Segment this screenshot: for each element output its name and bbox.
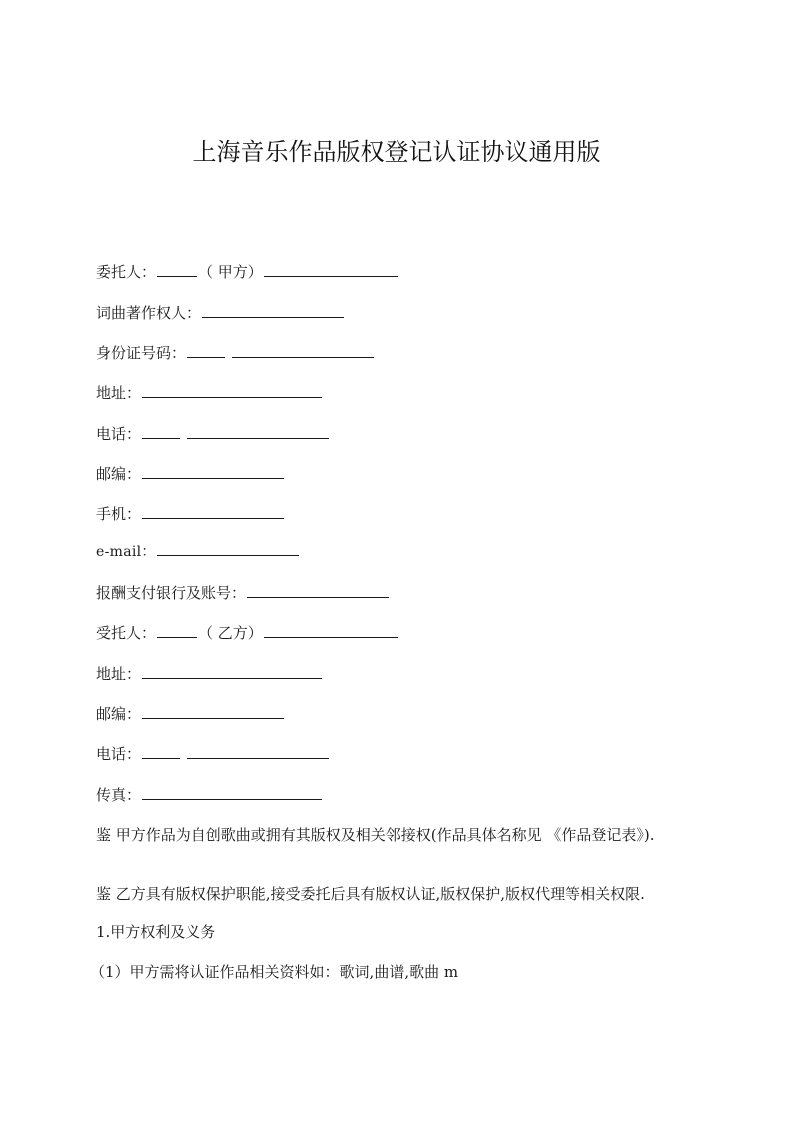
phone-a-blank[interactable]	[187, 424, 329, 439]
bank-label: 报酬支付银行及账号：	[96, 584, 247, 602]
postcode-b-label: 邮编：	[96, 705, 142, 723]
client-blank-short[interactable]	[157, 262, 197, 277]
bank-blank[interactable]	[247, 583, 389, 598]
email-field	[96, 541, 300, 562]
phone-a-blank-short[interactable]	[142, 424, 180, 439]
address-a-label: 地址：	[96, 384, 142, 402]
address-a-blank[interactable]	[142, 383, 322, 398]
phone-b-blank-short[interactable]	[142, 744, 180, 759]
mobile-field	[96, 504, 285, 524]
id-number-field	[96, 343, 375, 363]
trustee-paren: （ 乙方）	[198, 624, 263, 642]
postcode-b-blank[interactable]	[142, 704, 284, 719]
client-label: 委托人：	[96, 263, 157, 281]
phone-a-label: 电话：	[96, 425, 142, 443]
postcode-a-label: 邮编：	[96, 465, 142, 483]
id-number-blank-short[interactable]	[187, 343, 225, 358]
recital-party-a: 鉴 甲方作品为自创歌曲或拥有其版权及相关邻接权(作品具体名称见 《作品登记表》).	[96, 826, 655, 844]
trustee-blank[interactable]	[264, 623, 398, 638]
client-paren: （ 甲方）	[198, 263, 263, 281]
id-number-blank[interactable]	[232, 343, 374, 358]
author-label: 词曲著作权人：	[96, 304, 202, 322]
address-a-field	[96, 383, 323, 403]
fax-field	[96, 785, 323, 805]
id-number-label: 身份证号码：	[96, 344, 187, 362]
trustee-blank-short[interactable]	[157, 623, 197, 638]
section-1-item-1: （1）甲方需将认证作品相关资料如：歌词,曲谱,歌曲 m	[90, 963, 459, 981]
recital-party-b: 鉴 乙方具有版权保护职能,接受委托后具有版权认证,版权保护,版权代理等相关权限.	[96, 885, 645, 903]
client-field	[96, 262, 399, 282]
mobile-label: 手机：	[96, 505, 142, 523]
phone-b-field	[96, 744, 330, 764]
trustee-field	[96, 623, 399, 643]
email-blank[interactable]	[157, 541, 299, 556]
author-field	[96, 303, 345, 323]
mobile-blank[interactable]	[142, 504, 284, 519]
postcode-a-field	[96, 464, 285, 484]
phone-b-blank[interactable]	[187, 744, 329, 759]
fax-label: 传真：	[96, 786, 142, 804]
bank-field	[96, 583, 390, 603]
document-title: 上海音乐作品版权登记认证协议通用版	[192, 138, 601, 166]
address-b-field	[96, 664, 323, 684]
email-label: e-mail：	[96, 544, 156, 560]
address-b-label: 地址：	[96, 665, 142, 683]
author-blank[interactable]	[202, 303, 344, 318]
address-b-blank[interactable]	[142, 664, 322, 679]
client-blank[interactable]	[264, 262, 398, 277]
trustee-label: 受托人：	[96, 624, 157, 642]
fax-blank[interactable]	[142, 785, 322, 800]
postcode-a-blank[interactable]	[142, 464, 284, 479]
phone-a-field	[96, 424, 330, 444]
phone-b-label: 电话：	[96, 745, 142, 763]
section-heading-1: 1.甲方权利及义务	[96, 923, 216, 941]
postcode-b-field	[96, 704, 285, 724]
